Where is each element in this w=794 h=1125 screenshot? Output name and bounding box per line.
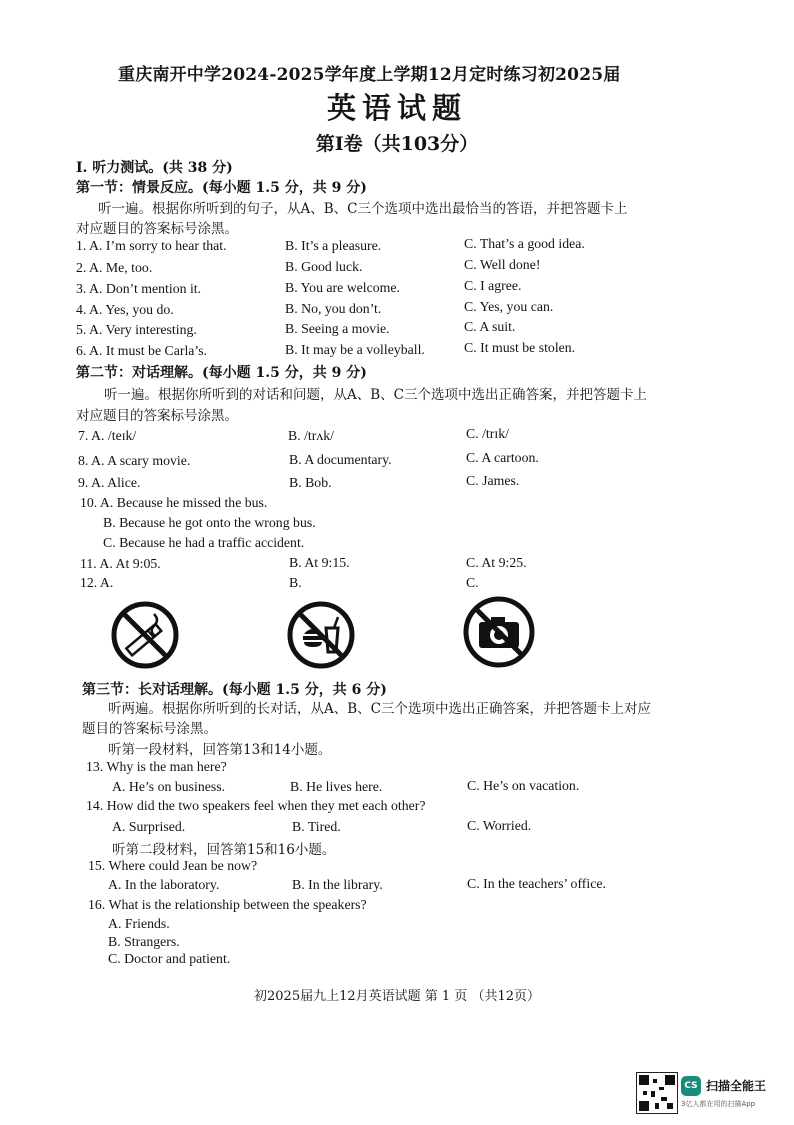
q2-option-b: B. Good luck. (285, 259, 363, 274)
part3-instruction-cont: 题目的答案标号涂黑。 (82, 721, 217, 737)
camscanner-logo: CS (681, 1076, 701, 1096)
no-smoking-icon (110, 598, 180, 672)
q15-option-c: C. In the teachers’ office. (467, 876, 606, 891)
qr-code (636, 1072, 678, 1114)
camscanner-tagline: 3亿人都在用的扫描App (681, 1100, 756, 1108)
part-title: 第I卷（共103分） (315, 133, 479, 155)
q7-option-c: C. /trɪk/ (466, 426, 509, 441)
material-note-1: 听第一段材料，回答第13和14小题。 (108, 742, 332, 758)
q14-option-a: A. Surprised. (112, 819, 186, 834)
section-title: I. 听力测试。(共 38 分) (76, 160, 233, 176)
page-footer: 初2025届九上12月英语试题 第 1 页 （共12页） (254, 989, 540, 1004)
q5-option-b: B. Seeing a movie. (285, 321, 390, 336)
part1-instruction: 听一遍。根据你所听到的句子，从A、B、C三个选项中选出最恰当的答语，并把答题卡上 (98, 201, 628, 217)
part3-instruction: 听两遍。根据你所听到的长对话，从A、B、C三个选项中选出正确答案，并把答题卡上对应 (108, 701, 651, 717)
q3-option-b: B. You are welcome. (285, 280, 400, 295)
q12-option-b: B. (289, 575, 302, 590)
q16-option-b: B. Strangers. (108, 934, 180, 949)
part3-title: 第三节：长对话理解。(每小题 1.5 分，共 6 分) (82, 682, 387, 698)
part1-instruction-cont: 对应题目的答案标号涂黑。 (76, 221, 238, 237)
q4-option-b: B. No, you don’t. (285, 301, 382, 316)
q5-option-c: C. A suit. (464, 319, 516, 334)
q1-option-a: 1. A. I’m sorry to hear that. (76, 238, 227, 253)
q13-option-a: A. He’s on business. (112, 779, 226, 794)
q5-option-a: 5. A. Very interesting. (76, 322, 197, 337)
camscanner-name: 扫描全能王 (706, 1079, 767, 1093)
q10-option-c: C. Because he had a traffic accident. (103, 535, 305, 550)
q15-option-a: A. In the laboratory. (108, 877, 220, 892)
q11-option-c: C. At 9:25. (466, 555, 527, 570)
q13-option-b: B. He lives here. (290, 779, 383, 794)
q8-option-a: 8. A. A scary movie. (78, 453, 191, 468)
part2-title: 第二节：对话理解。(每小题 1.5 分，共 9 分) (76, 365, 367, 381)
part2-instruction: 听一遍。根据你所听到的对话和问题，从A、B、C三个选项中选出正确答案，并把答题卡上 (104, 387, 647, 403)
q13-stem: 13. Why is the man here? (86, 759, 227, 774)
q6-option-b: B. It may be a volleyball. (285, 342, 425, 357)
q16-option-a: A. Friends. (108, 916, 170, 931)
q1-option-b: B. It’s a pleasure. (285, 238, 382, 253)
q14-stem: 14. How did the two speakers feel when they met each other? (86, 798, 426, 813)
q2-option-a: 2. A. Me, too. (76, 260, 153, 275)
q9-option-c: C. James. (466, 473, 520, 488)
school-title: 重庆南开中学2024-2025学年度上学期12月定时练习初2025届 (118, 65, 621, 85)
q16-option-c: C. Doctor and patient. (108, 951, 231, 966)
q8-option-b: B. A documentary. (289, 452, 392, 467)
q13-option-c: C. He’s on vacation. (467, 778, 580, 793)
q9-option-a: 9. A. Alice. (78, 475, 141, 490)
q14-option-b: B. Tired. (292, 819, 341, 834)
q11-option-a: 11. A. At 9:05. (80, 556, 161, 571)
q6-option-a: 6. A. It must be Carla’s. (76, 343, 208, 358)
q4-option-c: C. Yes, you can. (464, 299, 554, 314)
q9-option-b: B. Bob. (289, 475, 332, 490)
part2-instruction-cont: 对应题目的答案标号涂黑。 (76, 408, 238, 424)
q1-option-c: C. That’s a good idea. (464, 236, 585, 251)
q10-option-a: 10. A. Because he missed the bus. (80, 495, 268, 510)
q12-option-a: 12. A. (80, 575, 114, 590)
q7-option-a: 7. A. /teɪk/ (78, 428, 137, 443)
q6-option-c: C. It must be stolen. (464, 340, 576, 355)
q10-option-b: B. Because he got onto the wrong bus. (103, 515, 316, 530)
q11-option-b: B. At 9:15. (289, 555, 350, 570)
q15-option-b: B. In the library. (292, 877, 383, 892)
q2-option-c: C. Well done! (464, 257, 541, 272)
no-food-drink-icon (286, 598, 356, 672)
subject-title: 英语试题 (326, 91, 467, 125)
q14-option-c: C. Worried. (467, 818, 532, 833)
q8-option-c: C. A cartoon. (466, 450, 539, 465)
q15-stem: 15. Where could Jean be now? (88, 858, 258, 873)
no-camera-icon (462, 593, 536, 671)
q16-stem: 16. What is the relationship between the speakers? (88, 897, 367, 912)
material-note-2: 听第二段材料，回答第15和16小题。 (112, 842, 336, 858)
q4-option-a: 4. A. Yes, you do. (76, 302, 174, 317)
q12-option-c: C. (466, 575, 479, 590)
q7-option-b: B. /trʌk/ (288, 428, 334, 443)
q3-option-c: C. I agree. (464, 278, 522, 293)
q3-option-a: 3. A. Don’t mention it. (76, 281, 202, 296)
part1-title: 第一节：情景反应。(每小题 1.5 分，共 9 分) (76, 180, 367, 196)
